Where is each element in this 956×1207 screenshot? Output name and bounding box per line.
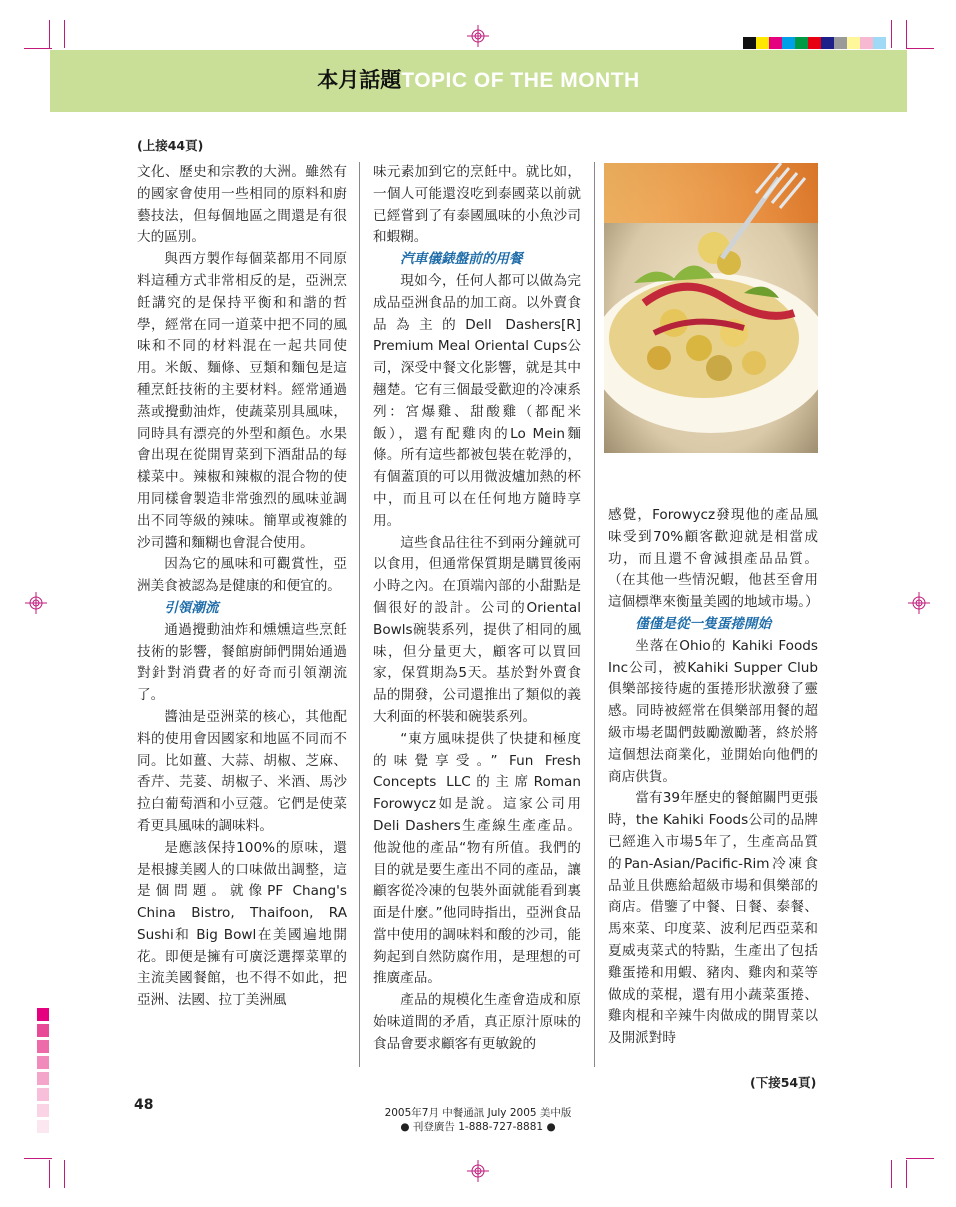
footer-ad-text: 刊登廣告 1-888-727-8881 xyxy=(412,1121,544,1133)
bullet-icon: ● xyxy=(546,1121,556,1133)
section-title xyxy=(50,50,907,112)
color-tab-swatch xyxy=(37,1008,49,1021)
color-tab-swatch xyxy=(37,1104,49,1117)
print-color-bar xyxy=(743,37,886,49)
crop-mark xyxy=(64,1160,65,1188)
crop-mark xyxy=(906,48,934,49)
crop-mark xyxy=(49,20,50,48)
section-title-english: TOPIC OF THE MONTH xyxy=(401,69,640,92)
crop-mark xyxy=(64,20,65,48)
paragraph: “東方風味提供了快捷和極度的味覺享受。” Fun Fresh Concepts LLC的主席Roman Forowycz如是說。這家公司用Deli Dashers生產線生產產品。他說他的產品“物有所值。我們的目的就是要生產出不同的產品，讓顧客從冷凍的包裝外面就能看到裏面是什麼。”他同時指出，亞洲食品當中使用的調味料和酸的沙司，能夠起到自然防腐作用，是理想的可推廣產品。 xyxy=(373,730,581,987)
color-tab-swatch xyxy=(37,1120,49,1133)
paragraph: 因為它的風味和可觀賞性，亞洲美食被認為是健康的和便宜的。 xyxy=(137,556,347,595)
registration-mark-icon xyxy=(467,25,489,47)
crop-mark xyxy=(906,20,907,48)
color-tab-swatch xyxy=(37,1024,49,1037)
paragraph: 是應該保持100%的原味，還是根據美國人的口味做出調整，這是個問題。就像PF Chang's China Bistro, Thaifoon, RA Sushi和 Big Bowl在美國遍地開花。即便是擁有可廣泛選擇菜單的主流美國餐館，也不得不如此，把亞洲、法國、拉丁美洲風 xyxy=(137,839,347,1009)
paragraph: 味元素加到它的烹飪中。就比如，一個人可能還沒吃到泰國菜以前就已經嘗到了有泰國風味的小魚沙司和蝦糊。 xyxy=(373,164,581,246)
paragraph: 通過攪動油炸和燻燻這些烹飪技術的影響，餐館廚師們開始通過對針對消費者的好奇而引領潮流了。 xyxy=(137,621,347,704)
continued-from-label: (上接44頁) xyxy=(137,138,204,153)
paragraph: 感覺，Forowycz發現他的產品風味受到70%顧客歡迎就是相當成功，而且還不會減損產品品質。（在其他一些情況蝦，他甚至會用這個標準來衡量美國的地域市場。） xyxy=(608,507,819,611)
section-header xyxy=(50,50,907,112)
subheading: 汽車儀錶盤前的用餐 xyxy=(400,251,523,268)
page-number: 48 xyxy=(134,1097,154,1113)
color-tab-swatch xyxy=(37,1040,49,1053)
color-tab-swatch xyxy=(37,1056,49,1069)
section-title-chinese: 本月話題 xyxy=(317,69,402,92)
column-divider xyxy=(594,162,595,1067)
pasta-salad-with-fork-photo xyxy=(604,163,818,453)
crop-mark xyxy=(906,1158,934,1159)
article-column-3 xyxy=(608,505,818,1050)
paragraph: 文化、歷史和宗教的大洲。雖然有的國家會使用一些相同的原料和廚藝技法，但每個地區之間還是有很大的區別。 xyxy=(137,164,347,246)
color-tab-swatch xyxy=(37,1088,49,1101)
continued-to-label: (下接54頁) xyxy=(750,1075,817,1090)
article-column-2 xyxy=(373,162,581,1056)
article-column-1 xyxy=(137,162,347,1012)
crop-mark xyxy=(906,1160,907,1188)
column-divider xyxy=(359,162,360,1067)
paragraph: 這些食品往往不到兩分鐘就可以食用，但通常保質期是購買後兩小時之內。在頂端內部的小甜點是個很好的設計。公司的Oriental Bowls碗裝系列，提供了相同的風味，但分量更大，顧客可以買回家，保質期為5天。基於對外賣食品的開發，公司還推出了類似的義大利面的杯裝和碗裝系列。 xyxy=(373,534,581,725)
paragraph: 醬油是亞洲菜的核心，其他配料的使用會因國家和地區不同而不同。比如薑、大蒜、胡椒、芝麻、香芹、芫荽、胡椒子、米酒、馬沙拉白葡萄酒和小豆蔻。它們是使菜肴更具風味的調味料。 xyxy=(137,708,347,834)
crop-mark xyxy=(24,1158,52,1159)
paragraph: 現如今，任何人都可以做為完成品亞洲食品的加工商。以外賣食品為主的Dell Dashers[R] Premium Meal Oriental Cups公司，深受中餐文化影響，就是其中翹楚。它有三個最受歡迎的冷凍系列：宮爆雞、甜酸雞（都配米飯），還有配雞肉的Lo Mein麵條。所有這些都被包裝在乾淨的，有個蓋頂的可以用微波爐加熱的杯中，而且可以在任何地方隨時享用。 xyxy=(373,272,581,529)
paragraph: 當有39年歷史的餐館關門更張時，the Kahiki Foods公司的品牌已經進入市場5年了，生產高品質的Pan-Asian/Pacific-Rim冷凍食品並且供應給超級市場和俱樂部的商店。借鑒了中餐、日餐、泰餐、馬來菜、印度菜、波利尼西亞菜和夏威夷菜式的特點，生產出了包括雞蛋捲和用蝦、豬肉、雞肉和菜等做成的菜棍，還有用小蔬菜蛋捲、雞肉棍和辛辣牛肉做成的開胃菜以及開派對時 xyxy=(608,790,818,1047)
footer-issue-line: 2005年7月 中餐通訊 July 2005 美中版 xyxy=(384,1107,572,1119)
footer-ad-line xyxy=(340,1120,616,1134)
crop-mark xyxy=(24,48,52,49)
crop-mark xyxy=(891,20,892,48)
crop-mark xyxy=(49,1160,50,1188)
color-tab-swatch xyxy=(37,1072,49,1085)
subheading: 引領潮流 xyxy=(164,599,219,616)
paragraph: 坐落在Ohio的 Kahiki Foods Inc公司，被Kahiki Supper Club俱樂部接待處的蛋捲形狀激發了靈感。同時被經常在俱樂部用餐的超級市場老闆們鼓勵激勵著，終於將這個想法商業化，並開始向他們的商店供貨。 xyxy=(608,637,818,785)
bullet-icon: ● xyxy=(400,1121,410,1133)
registration-mark-icon xyxy=(25,592,47,614)
paragraph: 與西方製作每個菜都用不同原料這種方式非常相反的是，亞洲烹飪講究的是保持平衡和和諧的哲學，經常在同一道菜中把不同的風味和不同的材料混在一起共同使用。米飯、麵條、豆類和麵包是這種烹飪技術的主要材料。經常通過蒸或攪動油炸，使蔬菜別具風味，同時具有漂亮的外型和顏色。水果會出現在從開胃菜到下酒甜品的每樣菜中。辣椒和辣椒的混合物的使用同樣會製造非常強烈的風味並調出不同等級的辣味。簡單或複雜的沙司醬和麵糊也會混合使用。 xyxy=(137,251,347,551)
paragraph: 產品的規模化生產會造成和原始味道間的矛盾，真正原汁原味的食品會要求顧客有更敏銳的 xyxy=(373,992,581,1052)
registration-mark-icon xyxy=(908,592,930,614)
registration-mark-icon xyxy=(467,1160,489,1182)
footer xyxy=(340,1106,616,1134)
crop-mark xyxy=(891,1160,892,1188)
subheading: 僅僅是從一隻蛋捲開始 xyxy=(635,615,772,632)
